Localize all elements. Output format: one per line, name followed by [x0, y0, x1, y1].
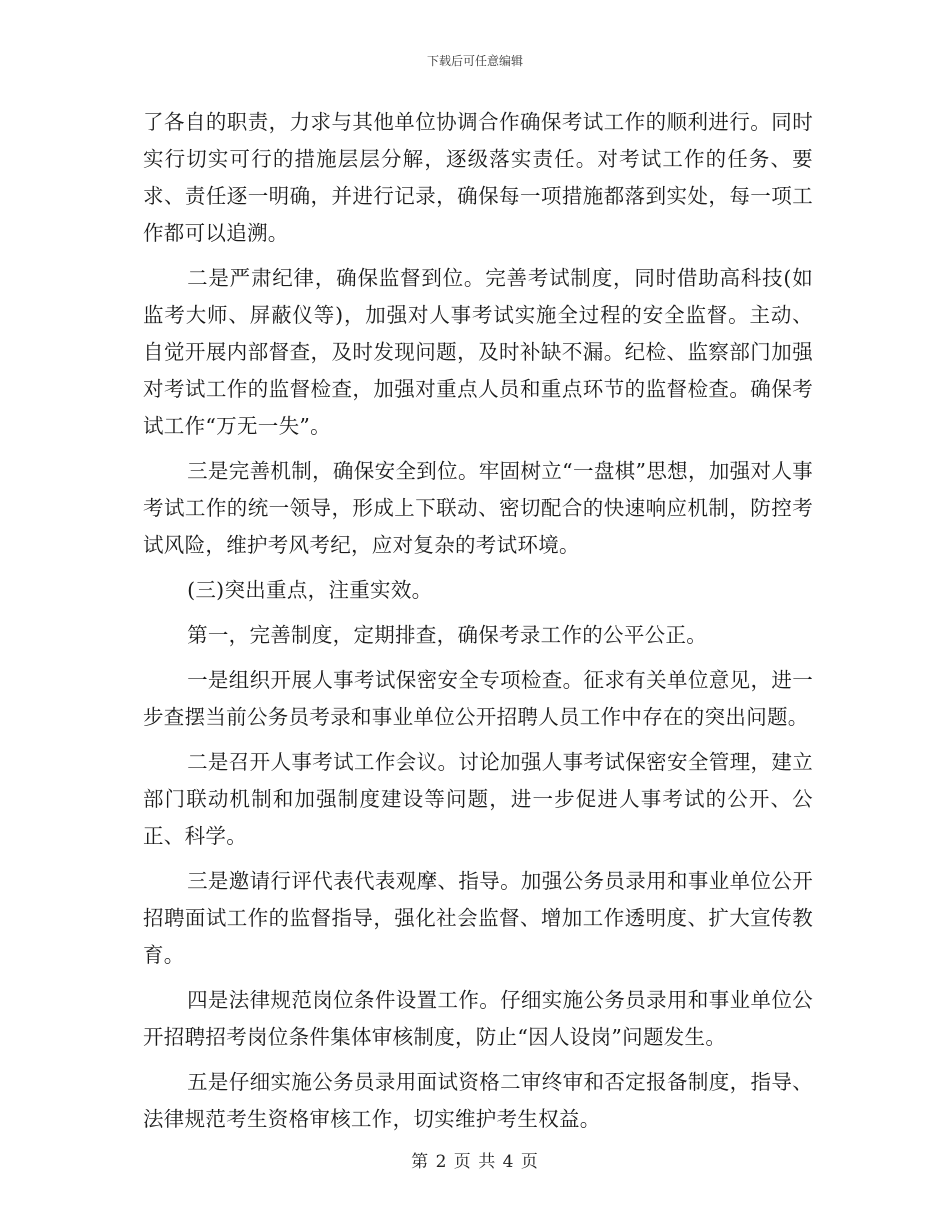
page-header: 下载后可任意编辑 [426, 54, 523, 68]
paragraph-3: 三是完善机制，确保安全到位。牢固树立“一盘棋”思想，加强对人事考试工作的统一领导，形成上下联动、密切配合的快速响应机制，防控考试风险，维护考风考纪，应对复杂的考试环境。 [143, 459, 813, 557]
paragraph-9: 四是法律规范岗位条件设置工作。仔细实施公务员录用和事业单位公开招聘招考岗位条件集体审核制度，防止“因人设岗”问题发生。 [143, 988, 813, 1049]
paragraph-1: 了各自的职责，力求与其他单位协调合作确保考试工作的顺利进行。同时实行切实可行的措施层层分解，逐级落实责任。对考试工作的任务、要求、责任逐一明确，并进行记录，确保每一项措施都落到实处，每一项工作都可以追溯。 [143, 110, 813, 245]
paragraph-8: 三是邀请行评代表代表观摩、指导。加强公务员录用和事业单位公开招聘面试工作的监督指导，强化社会监督、增加工作透明度、扩大宣传教育。 [143, 869, 813, 967]
paragraph-6: 一是组织开展人事考试保密安全专项检查。征求有关单位意见，进一步查摆当前公务员考录和事业单位公开招聘人员工作中存在的突出问题。 [143, 668, 813, 729]
subsection-heading: 第一，完善制度，定期排查，确保考录工作的公平公正。 [187, 623, 708, 647]
paragraph-7: 二是召开人事考试工作会议。讨论加强人事考试保密安全管理，建立部门联动机制和加强制度建设等问题，进一步促进人事考试的公开、公正、科学。 [143, 750, 813, 848]
paragraph-10: 五是仔细实施公务员录用面试资格二审终审和否定报备制度，指导、法律规范考生资格审核工作，切实维护考生权益。 [143, 1070, 813, 1131]
section-heading: (三)突出重点，注重实效。 [187, 578, 433, 602]
paragraph-2: 二是严肃纪律，确保监督到位。完善考试制度，同时借助高科技(如监考大师、屏蔽仪等)，加强对人事考试实施全过程的安全监督。主动、自觉开展内部督查，及时发现问题，及时补缺不漏。纪检、监察部门加强对考试工作的监督检查，加强对重点人员和重点环节的监督检查。确保考试工作“万无一失”。 [143, 266, 813, 438]
document-body [143, 104, 813, 1146]
page-number: 第 2 页 共 4 页 [411, 1152, 539, 1172]
